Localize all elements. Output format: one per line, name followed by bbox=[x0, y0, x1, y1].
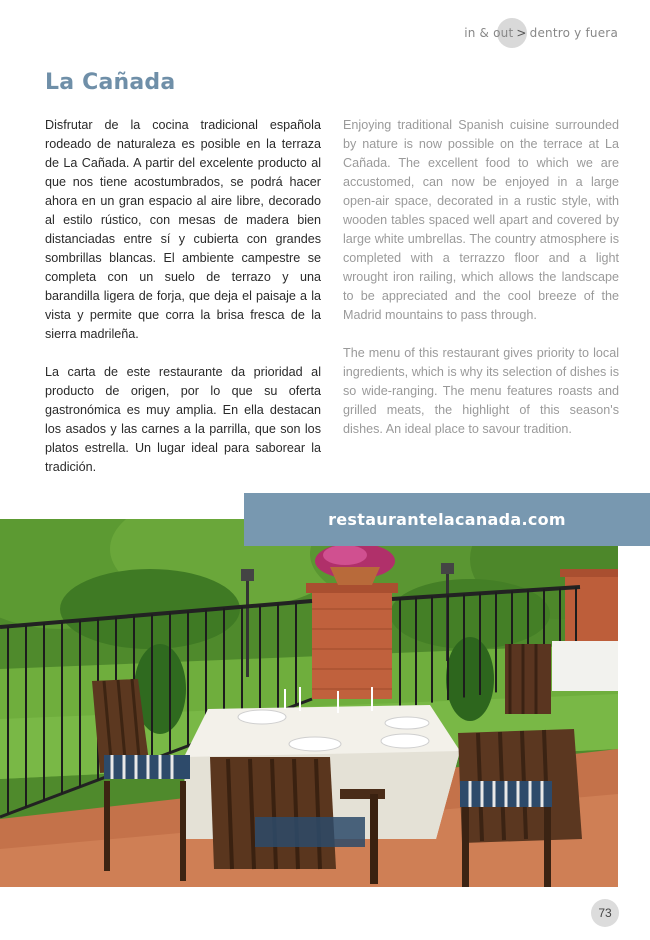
website-url[interactable]: restaurantelacanada.com bbox=[328, 510, 566, 529]
section-separator: > bbox=[516, 26, 527, 40]
spanish-column bbox=[45, 116, 321, 496]
english-paragraph-2: The menu of this restaurant gives priority to local ingredients, which is why its selection of dishes is so wide-ranging. The menu features roasts and grilled meats, the highlight of this season's dishes. An ideal place to savour tradition. bbox=[343, 346, 619, 436]
section-label-spanish: dentro y fuera bbox=[529, 26, 618, 40]
english-column bbox=[343, 116, 619, 458]
article-title: La Cañada bbox=[45, 70, 176, 95]
spanish-paragraph-2: La carta de este restaurante da prioridad al producto de origen, por lo que su oferta gastronómica es muy amplia. En ella destacan los asados y las carnes a la parrilla, que son los platos estrella. Un lugar ideal para saborear la tradición. bbox=[45, 365, 321, 474]
section-label-english: in & out bbox=[464, 26, 514, 40]
section-header bbox=[464, 18, 618, 48]
restaurant-terrace-photo bbox=[0, 519, 618, 887]
spanish-paragraph-1: Disfrutar de la cocina tradicional española rodeado de naturaleza es posible en la terraza de La Cañada. A partir del excelente producto al que nos tiene acostumbrados, se podrá hacer ahora en un gran espacio al aire libre, decorado al estilo rústico, con mesas de madera bien distanciadas entre sí y cubierta con grandes sombrillas blancas. El ambiente campestre se completa con un suelo de terrazo y una barandilla ligera de forja, que deja el paisaje a la vista y permite que corra la brisa fresca de la sierra madrileña. bbox=[45, 118, 321, 341]
website-banner bbox=[244, 493, 650, 546]
english-paragraph-1: Enjoying traditional Spanish cuisine surrounded by nature is now possible on the terrace at La Cañada. The excellent food to which we are accustomed, can now be enjoyed in a large open-air space, decorated in a rustic style, with wooden tables spaced well apart and covered by large white umbrellas. The country atmosphere is completed with a terrazzo floor and a light wrought iron railing, which allows the landscape to be appreciated and the cool breeze of the Madrid mountains to pass through. bbox=[343, 118, 619, 322]
page-number: 73 bbox=[591, 899, 619, 927]
